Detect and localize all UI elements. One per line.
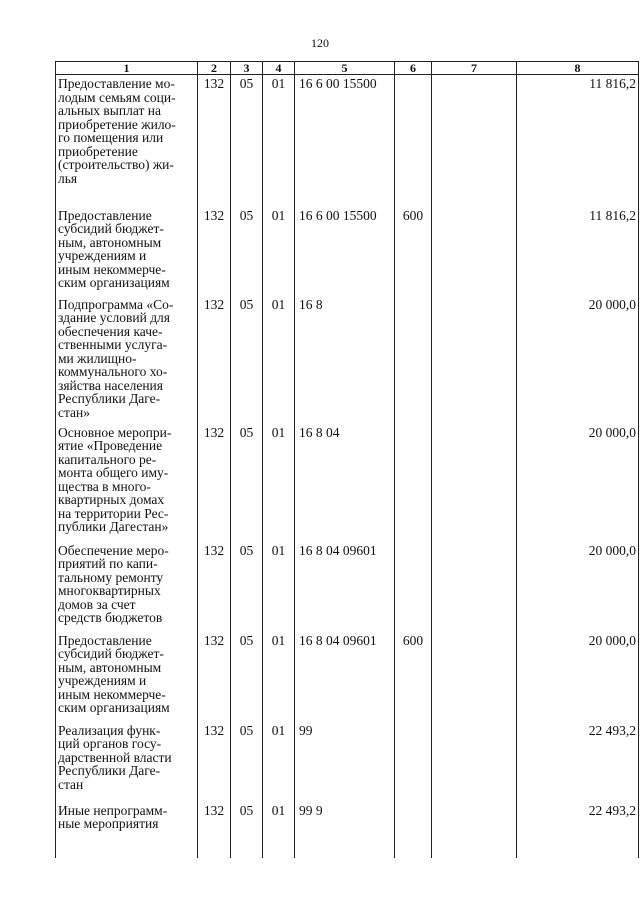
- empty-cell: [432, 207, 517, 296]
- amount-cell: 20 000,0: [517, 632, 639, 722]
- column-header: 5: [295, 62, 395, 75]
- table-row: [56, 207, 639, 296]
- subsection-cell: 01: [263, 207, 295, 296]
- column-header: 2: [198, 62, 231, 75]
- target-code-cell: 99: [295, 722, 395, 802]
- kvsr-cell: 132: [198, 632, 231, 722]
- amount-cell: 20 000,0: [517, 542, 639, 632]
- target-code-cell: 16 8 04 09601: [295, 632, 395, 722]
- kvsr-cell: 132: [198, 75, 231, 207]
- section-cell: 05: [231, 542, 263, 632]
- page-number: 120: [311, 36, 329, 50]
- budget-table: [55, 61, 639, 858]
- column-header: 4: [263, 62, 295, 75]
- row-name-cell: Предоставление субсидий бюджет- ным, автономным учреждениям и иным некоммерче- ским организациям: [56, 632, 198, 722]
- row-name-cell: Предоставление мо- лодым семьям соци- альных выплат на приобретение жило- го помещения или приобретение (строительство) жи- лья: [56, 75, 198, 207]
- expense-type-cell: [395, 542, 432, 632]
- subsection-cell: 01: [263, 542, 295, 632]
- empty-cell: [432, 75, 517, 207]
- column-header: 7: [432, 62, 517, 75]
- section-cell: 05: [231, 802, 263, 858]
- amount-cell: 11 816,2: [517, 75, 639, 207]
- row-name-cell: Подпрограмма «Со- здание условий для обеспечения каче- ственными услуга- ми жилищно- коммунального хо- зяйства населения Республики Даге- стан»: [56, 296, 198, 424]
- target-code-cell: 16 8 04: [295, 424, 395, 542]
- expense-type-cell: 600: [395, 207, 432, 296]
- kvsr-cell: 132: [198, 722, 231, 802]
- section-cell: 05: [231, 207, 263, 296]
- table-row: [56, 75, 639, 207]
- expense-type-cell: 600: [395, 632, 432, 722]
- amount-cell: 11 816,2: [517, 207, 639, 296]
- table-row: [56, 722, 639, 802]
- table-header-row: [56, 62, 639, 75]
- expense-type-cell: [395, 424, 432, 542]
- empty-cell: [432, 722, 517, 802]
- target-code-cell: 16 8 04 09601: [295, 542, 395, 632]
- column-header: 1: [56, 62, 198, 75]
- subsection-cell: 01: [263, 424, 295, 542]
- kvsr-cell: 132: [198, 296, 231, 424]
- empty-cell: [432, 296, 517, 424]
- empty-cell: [432, 542, 517, 632]
- expense-type-cell: [395, 296, 432, 424]
- subsection-cell: 01: [263, 632, 295, 722]
- section-cell: 05: [231, 296, 263, 424]
- table-row: [56, 424, 639, 542]
- section-cell: 05: [231, 75, 263, 207]
- target-code-cell: 99 9: [295, 802, 395, 858]
- section-cell: 05: [231, 632, 263, 722]
- column-header: 3: [231, 62, 263, 75]
- expense-type-cell: [395, 802, 432, 858]
- empty-cell: [432, 802, 517, 858]
- table-row: [56, 632, 639, 722]
- subsection-cell: 01: [263, 802, 295, 858]
- kvsr-cell: 132: [198, 207, 231, 296]
- row-name-cell: Реализация функ- ций органов госу- дарственной власти Республики Даге- стан: [56, 722, 198, 802]
- column-header: 6: [395, 62, 432, 75]
- kvsr-cell: 132: [198, 802, 231, 858]
- table-row: [56, 296, 639, 424]
- expense-type-cell: [395, 722, 432, 802]
- subsection-cell: 01: [263, 722, 295, 802]
- table-row: [56, 802, 639, 858]
- subsection-cell: 01: [263, 296, 295, 424]
- subsection-cell: 01: [263, 75, 295, 207]
- target-code-cell: 16 8: [295, 296, 395, 424]
- amount-cell: 22 493,2: [517, 802, 639, 858]
- kvsr-cell: 132: [198, 424, 231, 542]
- amount-cell: 22 493,2: [517, 722, 639, 802]
- kvsr-cell: 132: [198, 542, 231, 632]
- target-code-cell: 16 6 00 15500: [295, 75, 395, 207]
- amount-cell: 20 000,0: [517, 424, 639, 542]
- row-name-cell: Основное меропри- ятие «Проведение капитального ре- монта общего иму- щества в много- квартирных домах на территории Рес- публики Дагестан»: [56, 424, 198, 542]
- target-code-cell: 16 6 00 15500: [295, 207, 395, 296]
- row-name-cell: Обеспечение меро- приятий по капи- тальному ремонту многоквартирных домов за счет средств бюджетов: [56, 542, 198, 632]
- table-row: [56, 542, 639, 632]
- expense-type-cell: [395, 75, 432, 207]
- empty-cell: [432, 632, 517, 722]
- empty-cell: [432, 424, 517, 542]
- section-cell: 05: [231, 424, 263, 542]
- column-header: 8: [517, 62, 639, 75]
- section-cell: 05: [231, 722, 263, 802]
- row-name-cell: Иные непрограмм- ные мероприятия: [56, 802, 198, 858]
- amount-cell: 20 000,0: [517, 296, 639, 424]
- row-name-cell: Предоставление субсидий бюджет- ным, автономным учреждениям и иным некоммерче- ским организациям: [56, 207, 198, 296]
